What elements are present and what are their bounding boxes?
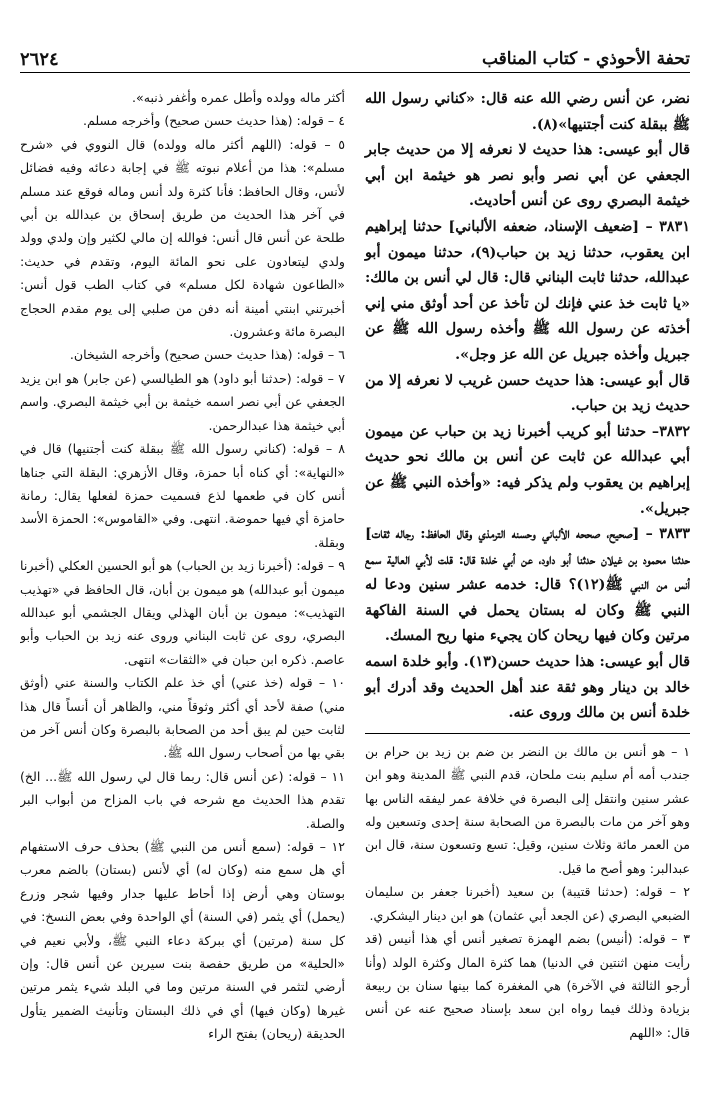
note-paragraph: ١ – هو أنس بن مالك بن النضر بن ضم بن زيد بن حرام بن جندب أمه أم سليم بنت ملحان، قدم النبي ﷺ المدينة وهو ابن عشر سنين وانتقل إلى البصرة في خلافة عمر ليفقه الناس بها وهو آخر من مات بالبصرة من الصحابة سنة إحدى وتسعين وله من العمر مائة وثلاث سنين، وقيل: تسع وتسعون سنة، قال ابن عبدالبر: وهو أصح ما قيل. xyxy=(365,743,690,876)
note-paragraph: ٨ – قوله: (كناني رسول الله ﷺ ببقلة كنت أجتنيها) قال في «النهاية»: أي كناه أبا حمزة، وقال الأزهري: البقلة التي جناها أنس كان في طعمها لذع فسميت حمزة لفعلها يقال: رمانة حامزة أي فيها حموضة. انتهى. وفي «القاموس»: الحمزة الأسد وبقلة. xyxy=(20,441,345,550)
note-paragraph: ٤ – قوله: (هذا حديث حسن صحيح) وأخرجه مسلم. xyxy=(82,113,345,129)
running-title: تحفة الأحوذي - كتاب المناقب xyxy=(481,49,690,69)
main-paragraph: نضر، عن أنس رضي الله عنه قال: «كناني رسول الله ﷺ ببقلة كنت أجتنيها»(٨). xyxy=(365,90,690,133)
main-paragraph: قال أبو عيسى: هذا حديث لا نعرفه إلا من حديث جابر الجعفي عن أبي نصر وأبو نصر هو خيثمة ابن أبي خيثمة البصري روى عن أنس أحاديث. xyxy=(365,141,690,210)
commentary-notes xyxy=(365,740,690,1044)
note-paragraph: ١٢ – قوله: (سمع أنس من النبي ﷺ) بحذف حرف الاستفهام أي هل سمع منه (وكان له) أي لأنس (بستان) بالضم معرب بوستان وهي أرض إذا أحاط عليها جدار وفيها شجر وزرع (يحمل) أي يثمر (في السنة) أي الواحدة وفي بعض النسخ: في كل سنة (مرتين) أي ببركة دعاء النبي ﷺ، ولأبي نعيم في «الحلية» من طريق حفصة بنت سيرين عن أنس قال: وإن أرضي لتثمر في السنة مرتين وما في البلد شيء يثمر مرتين غيرها (وكان فيها) أي في ذلك البستان وتأنيث الضمير يتأول الحديقة (ريحان) بفتح الراء xyxy=(20,839,345,1042)
main-paragraph: قال أبو عيسى: هذا حديث حسن(١٣). وأبو خلدة اسمه خالد بن دينار وهو ثقة عند أهل الحديث وقد أدرك أبو خلدة أنس بن مالك وروى عنه. xyxy=(365,653,690,722)
right-column xyxy=(355,86,690,1101)
text-columns xyxy=(20,86,690,1101)
footnote-divider xyxy=(365,733,690,734)
page-header xyxy=(20,46,690,73)
note-paragraph: ١٠ – قوله (خذ عني) أي خذ علم الكتاب والسنة عني (أوثق مني) صفة لأحد أي أكثر وثوقاً مني، والظاهر أن أنساً قال هذا لثابت حين لم يبق أحد من الصحابة بالبصرة وكان أنس آخر من بقي بها من أصحاب رسول الله ﷺ. xyxy=(20,675,345,761)
page-number: ٢٦٢٤ xyxy=(20,48,59,70)
main-paragraph: قال أبو عيسى: هذا حديث حسن غريب لا نعرفه إلا من حديث زيد بن حباب. xyxy=(365,371,690,415)
note-paragraph: أكثر ماله وولده وأطل عمره وأغفر ذنبه». xyxy=(132,90,345,105)
main-paragraph: ٣٨٣١ – [ضعيف الإسناد، ضعفه الألباني] حدثنا إبراهيم ابن يعقوب، حدثنا زيد بن حباب(٩)، حدثنا ميمون أبو عبدالله، حدثنا ثابت البناني قال: قال لي أنس بن مالك: «يا ثابت خذ عني فإنك لن تأخذ عن أحد أوثق مني إني أخذته عن رسول الله ﷺ وأخذه رسول الله ﷺ عن جبريل وأخذه جبريل عن الله عز وجل». xyxy=(365,217,690,363)
note-paragraph: ٥ – قوله: (اللهم أكثر ماله وولده) قال النووي في «شرح مسلم»: هذا من أعلام نبوته ﷺ في إجابة دعائه وفيه فضائل لأنس، وقال الحافظ: فأنا كثرة ولد أنس وماله فوقع عند مسلم في آخر هذا الحديث من طريق إسحاق بن عبدالله بن أبي طلحة عن أنس قال أنس: فوالله إن مالي لكثير وإن ولدي وولد ولدي ليتعادون على نحو المائة اليوم، وتقدم في حديث: «الطاعون شهادة لكل مسلم» في كتاب الطب قول أنس: أخبرتني ابنتي أمينة أنه دفن من صلبي إلى يوم مقدم الحجاج البصرة مائة وعشرون. xyxy=(20,136,345,340)
commentary-notes-continued xyxy=(20,86,345,1046)
note-paragraph: ٩ – قوله: (أخبرنا زيد بن الحباب) هو أبو الحسين العكلي (أخبرنا ميمون أبو عبدالله) هو ميمون بن أبان، قال الحافظ في «تهذيب التهذيب»: ميمون بن أبان الهذلي ويقال الجشمي أبو عبدالله البصري، روى عن ثابت البناني وروى عنه زيد بن الحباب وأبو عاصم. ذكره ابن حبان في «الثقات» انتهى. xyxy=(20,558,345,667)
note-paragraph: ١١ – قوله: (عن أنس قال: ربما قال لي رسول الله ﷺ... الخ) تقدم هذا الحديث مع شرحه في باب المزاح من أبواب البر والصلة. xyxy=(20,768,345,831)
note-paragraph: ٢ – قوله: (حدثنا قتيبة) بن سعيد (أخبرنا جعفر بن سليمان الضبعي البصري (عن الجعد أبي عثمان) هو ابن دينار اليشكري. xyxy=(365,884,690,923)
main-paragraph: ٣٨٣٣ – [صحيح، صححه الألباني وحسنه الترمذي وقال الحافظ: رجاله ثقات] حدثنا محمود بن غيلان حدثنا أبو داود، عن أبي خلدة قال: قلت لأبي العالية سمع أنس من النبي ﷺ(١٢)؟ قال: خدمه عشر سنين ودعا له النبي ﷺ وكان له بستان يحمل في السنة الفاكهة مرتين وكان فيها ريحان كان يجيء منها ريح المسك. xyxy=(365,525,690,645)
note-paragraph: ٣ – قوله: (أنيس) بضم الهمزة تصغير أنس أي هذا أنيس (قد رأيت منهن اثنتين في الدنيا) هما كثرة المال وكثرة الولد (وأنا أرجو الثالثة في الآخرة) هي المغفرة كما بينها سنان بن ربيعة بزيادة وذلك فيما رواه ابن سعد بإسناد صحيح عنه عن أنس قال: «اللهم xyxy=(365,931,690,1040)
note-paragraph: ٦ – قوله: (هذا حديث حسن صحيح) وأخرجه الشيخان. xyxy=(69,347,345,363)
left-column xyxy=(20,86,355,1101)
hadith-text xyxy=(365,86,690,726)
main-paragraph: ٣٨٣٢– حدثنا أبو كريب أخبرنا زيد بن حباب عن ميمون أبي عبدالله عن ثابت عن أنس بن مالك نحو حديث إبراهيم بن يعقوب ولم يذكر فيه: «وأخذه النبي ﷺ عن جبريل». xyxy=(365,422,690,517)
note-paragraph: ٧ – قوله: (حدثنا أبو داود) هو الطيالسي (عن جابر) هو ابن يزيد الجعفي عن أبي نصر اسمه خيثمة بن أبي خيثمة البصري. واسم أبي خيثمة هذا عبدالرحمن. xyxy=(20,370,345,433)
